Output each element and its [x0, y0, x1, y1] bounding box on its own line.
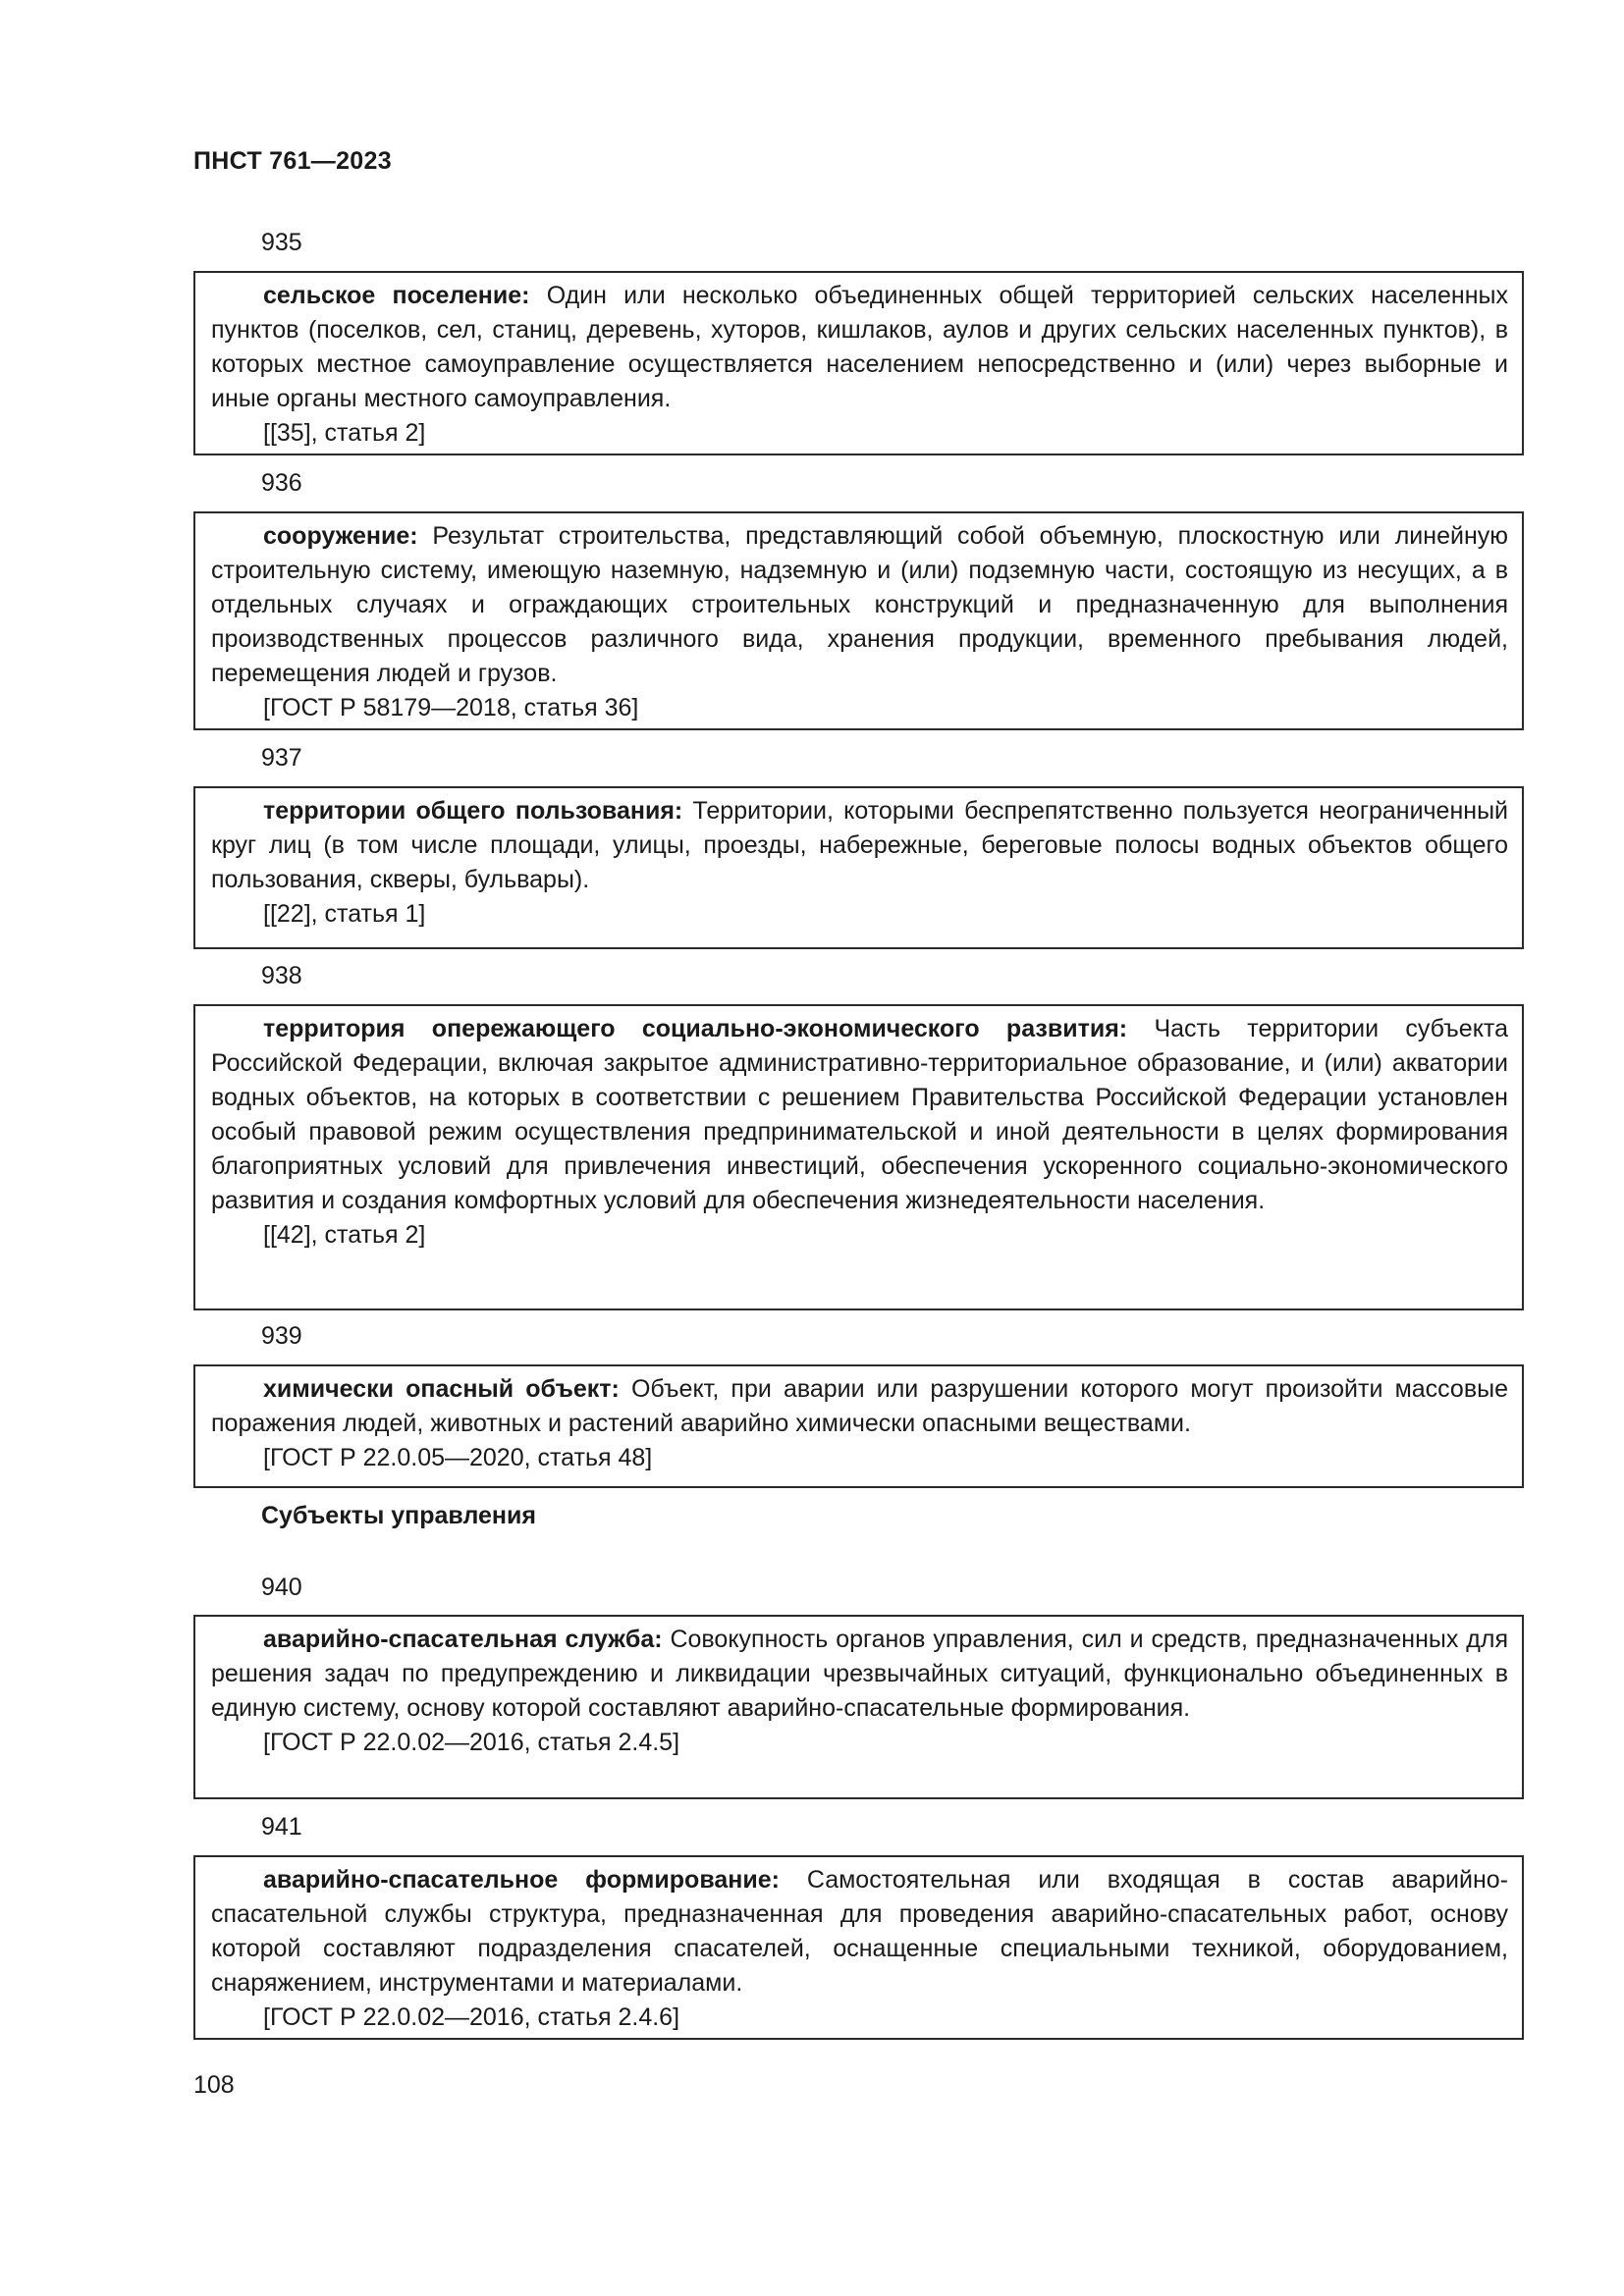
term-definition-text: Результат строительства, представляющий собой объемную, плоскостную или линейную строительную систему, имеющую наземную, надземную и (или) подземную части, состоящую из несущих, а в отдельных случаях и ограждающих строительных конструкций и предназначенную для выполнения производственных процессов различного вида, хранения продукции, временного пребывания людей, перемещения людей и грузов. [211, 522, 1508, 687]
term-definition [211, 1623, 1508, 1726]
term-name: аварийно-спасательная служба: [263, 1626, 663, 1653]
term-source: [[42], статья 2] [263, 1221, 426, 1249]
term-entry [193, 1004, 1524, 1310]
term-entry [193, 1855, 1524, 2040]
term-number: 940 [261, 1574, 302, 1601]
term-entry [193, 271, 1524, 455]
term-source: [[22], статья 1] [263, 900, 426, 928]
term-name: территории общего пользования: [263, 797, 683, 825]
term-name: аварийно-спасательное формирование: [263, 1866, 780, 1894]
term-definition-text: Самостоятельная или входящая в состав аварийно-спасательной службы структура, предназначенная для проведения аварийно-спасательных работ, основу которой составляют подразделения спасателей, оснащенные специальными техникой, оборудованием, снаряжением, инструментами и материалами. [211, 1866, 1508, 1997]
term-entry [193, 511, 1524, 730]
term-source: [[35], статья 2] [263, 419, 426, 447]
term-definition [211, 1372, 1508, 1441]
term-definition-text: Часть территории субъекта Российской Федерации, включая закрытое административно-территориальное образование, и (или) акватории водных объектов, на которых в соответствии с решением Правительства Российской Федерации установлен особый правовой режим осуществления предпринимательской и иной деятельности в целях формирования благоприятных условий для привлечения инвестиций, обеспечения ускоренного социально-экономического развития и создания комфортных условий для обеспечения жизнедеятельности населения. [211, 1015, 1508, 1214]
term-entry [193, 1364, 1524, 1488]
term-number: 939 [261, 1322, 302, 1350]
term-number: 937 [261, 744, 302, 772]
term-source: [ГОСТ Р 58179—2018, статья 36] [263, 694, 639, 721]
term-number: 936 [261, 469, 302, 497]
term-definition [211, 279, 1508, 416]
term-number: 941 [261, 1813, 302, 1841]
term-number: 938 [261, 962, 302, 989]
page-number: 108 [193, 2071, 235, 2099]
term-number: 935 [261, 229, 302, 256]
term-definition [211, 1863, 1508, 2001]
term-definition [211, 794, 1508, 897]
term-definition-text: Один или несколько объединенных общей территорией сельских населенных пунктов (поселков, сел, станиц, деревень, хуторов, кишлаков, аулов и других сельских населенных пунктов), в которых местное самоуправление осуществляется населением непосредственно и (или) через выборные и иные органы местного самоуправления. [211, 282, 1508, 412]
term-name: сооружение: [263, 522, 418, 550]
term-source: [ГОСТ Р 22.0.02—2016, статья 2.4.6] [263, 2003, 680, 2031]
term-name: сельское поселение: [263, 282, 530, 309]
term-source: [ГОСТ Р 22.0.05—2020, статья 48] [263, 1444, 653, 1471]
term-source: [ГОСТ Р 22.0.02—2016, статья 2.4.5] [263, 1729, 680, 1756]
section-heading: Субъекты управления [261, 1502, 536, 1529]
term-entry [193, 786, 1524, 949]
term-name: территория опережающего социально-экономического развития: [263, 1015, 1128, 1042]
term-entry [193, 1615, 1524, 1799]
term-name: химически опасный объект: [263, 1375, 620, 1403]
term-definition-text: Совокупность органов управления, сил и средств, предназначенных для решения задач по предупреждению и ликвидации чрезвычайных ситуаций, функционально объединенных в единую систему, основу которой составляют аварийно-спасательные формирования. [211, 1626, 1508, 1722]
document-header: ПНСТ 761—2023 [193, 147, 392, 175]
term-definition-text: Территории, которыми беспрепятственно пользуется неограниченный круг лиц (в том числе площади, улицы, проезды, набережные, береговые полосы водных объектов общего пользования, скверы, бульвары). [211, 797, 1509, 893]
term-definition [211, 519, 1508, 691]
term-definition-text: Объект, при аварии или разрушении которого могут произойти массовые поражения людей, животных и растений аварийно химически опасными веществами. [211, 1375, 1508, 1437]
term-definition [211, 1012, 1508, 1218]
